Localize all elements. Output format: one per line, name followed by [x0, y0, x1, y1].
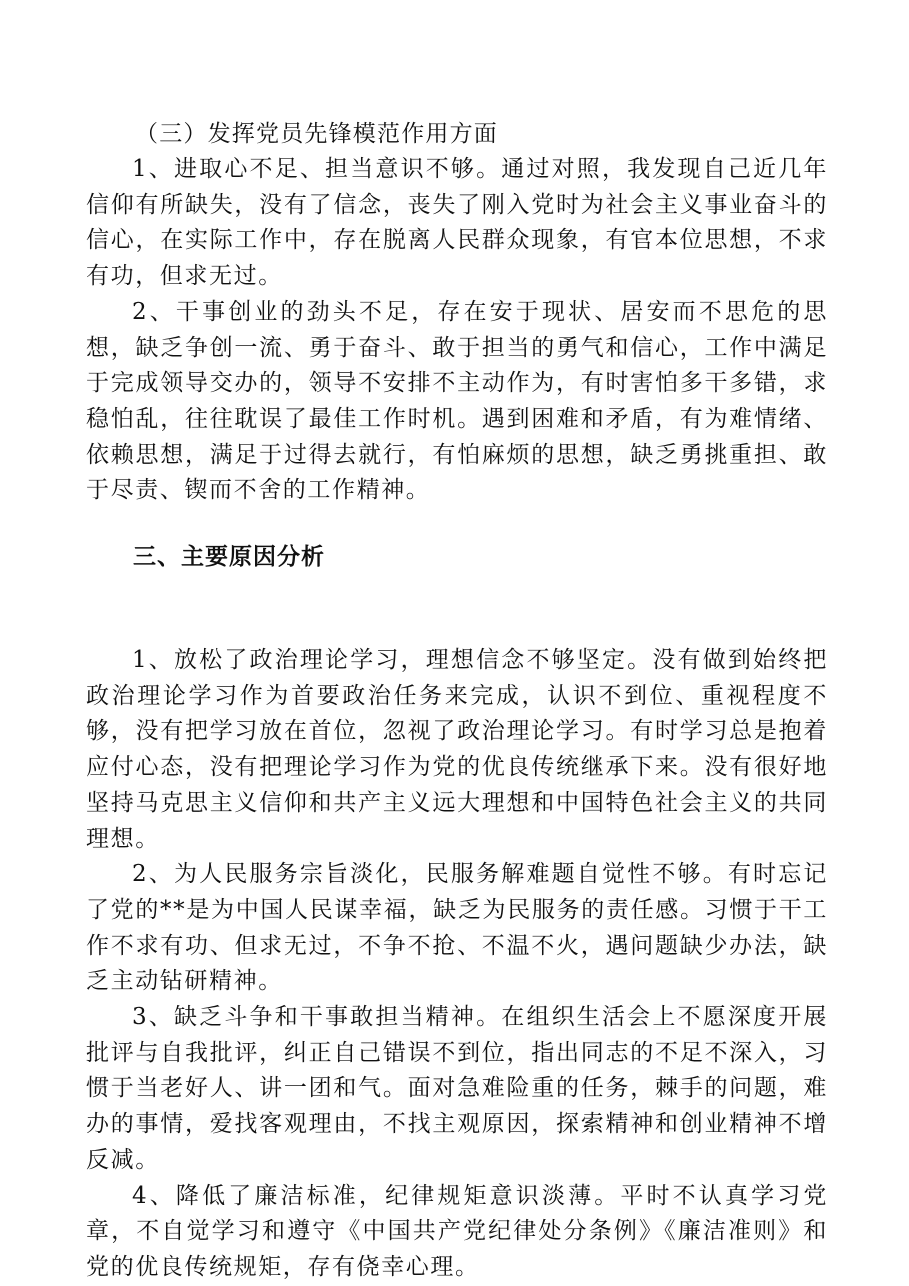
paragraph-cause-integrity: 4、降低了廉洁标准，纪律规矩意识淡薄。平时不认真学习党章，不自觉学习和遵守《中国共产党纪律处分条例》《廉洁准则》和党的优良传统规矩，存有侥幸心理。 — [86, 1182, 828, 1280]
paragraph-lack-of-enterprise: 1、进取心不足、担当意识不够。通过对照，我发现自己近几年信仰有所缺失，没有了信念，丧失了刚入党时为社会主义事业奋斗的信心，在实际工作中，存在脱离人民群众现象，有官本位思想，不求有功，但求无过。 — [86, 156, 828, 290]
subsection-heading: （三）发挥党员先锋模范作用方面 — [135, 121, 498, 147]
document-page — [86, 117, 828, 1286]
paragraph-cause-theory-study: 1、放松了政治理论学习，理想信念不够坚定。没有做到始终把政治理论学习作为首要政治任务来完成，认识不到位、重视程度不够，没有把学习放在首位，忽视了政治理论学习。有时学习总是抱着应付心态，没有把理论学习作为党的优良传统继承下来。没有很好地坚持马克思主义信仰和共产主义远大理想和中国特色社会主义的共同理想。 — [86, 647, 828, 852]
paragraph-cause-struggle-spirit: 3、缺乏斗争和干事敢担当精神。在组织生活会上不愿深度开展批评与自我批评，纠正自己错误不到位，指出同志的不足不深入，习惯于当老好人、讲一团和气。面对急难险重的任务，棘手的问题，难办的事情，爱找客观理由，不找主观原因，探索精神和创业精神不增反减。 — [86, 1004, 828, 1173]
paragraph-cause-service-purpose: 2、为人民服务宗旨淡化，民服务解难题自觉性不够。有时忘记了党的**是为中国人民谋幸福，缺乏为民服务的责任感。习惯于干工作不求有功、但求无过，不争不抢、不温不火，遇问题缺少办法，缺乏主动钻研精神。 — [86, 861, 828, 995]
paragraph-lack-of-drive: 2、干事创业的劲头不足，存在安于现状、居安而不思危的思想，缺乏争创一流、勇于奋斗、敢于担当的勇气和信心，工作中满足于完成领导交办的，领导不安排不主动作为，有时害怕多干多错，求稳怕乱，往往耽误了最佳工作时机。遇到困难和矛盾，有为难情绪、依赖思想，满足于过得去就行，有怕麻烦的思想，缺乏勇挑重担、敢于尽责、锲而不舍的工作精神。 — [86, 298, 828, 504]
section-title: 三、主要原因分析 — [133, 544, 325, 571]
